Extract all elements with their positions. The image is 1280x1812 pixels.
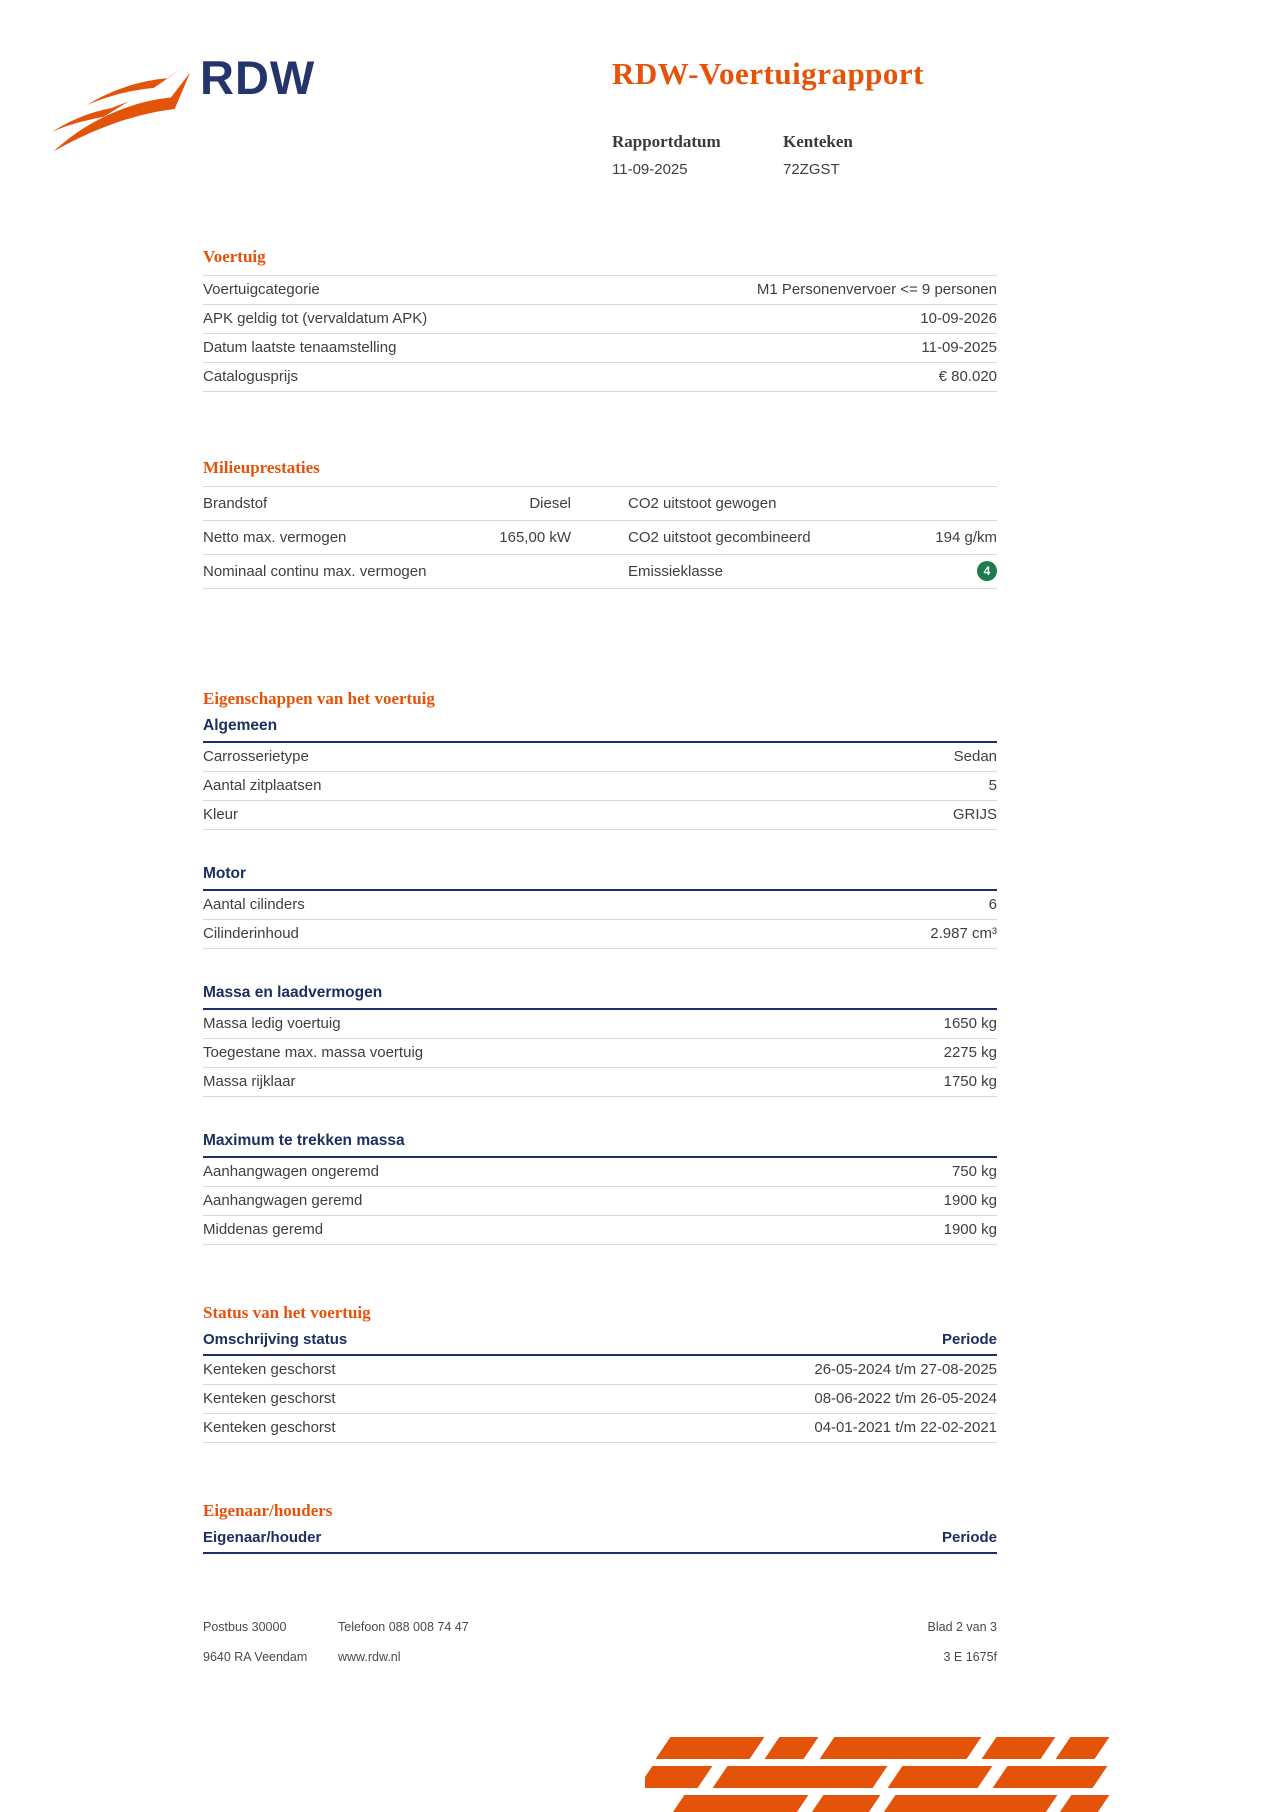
owner-header-row	[203, 1529, 997, 1554]
row-value: Sedan	[953, 748, 997, 765]
footer-line-2	[203, 1650, 997, 1664]
group-trekken-massa	[203, 1132, 997, 1245]
spec-row	[203, 1216, 997, 1245]
brand-wordmark: RDW	[200, 51, 316, 104]
row-label: Carrosserietype	[203, 748, 309, 765]
row-value: 165,00 kW	[499, 528, 571, 546]
section-title: Status van het voertuig	[203, 1303, 371, 1322]
row-value: 26-05-2024 t/m 27-08-2025	[814, 1361, 997, 1378]
stripes-row	[677, 1795, 1117, 1812]
group-table	[203, 891, 997, 949]
spec-row	[203, 1068, 997, 1097]
row-label: Kenteken geschorst	[203, 1390, 336, 1407]
footer-line-1	[203, 1620, 997, 1634]
period-col-header: Periode	[941, 1529, 997, 1546]
group-motor	[203, 865, 997, 949]
row-label: Aanhangwagen ongeremd	[203, 1163, 379, 1180]
milieu-right-cell	[628, 561, 997, 581]
row-value: 194 g/km	[935, 528, 997, 546]
report-date-block	[612, 132, 783, 178]
row-label: Massa ledig voertuig	[203, 1015, 341, 1032]
milieu-left-cell	[203, 493, 571, 513]
row-value: 2.987 cm³	[930, 925, 997, 942]
section-title: Eigenschappen van het voertuig	[203, 689, 435, 708]
row-label: Toegestane max. massa voertuig	[203, 1044, 424, 1061]
row-value: 750 kg	[951, 1163, 997, 1180]
group-title: Massa en laadvermogen	[203, 984, 997, 1010]
milieu-row	[203, 521, 997, 555]
row-value: 5	[988, 777, 997, 794]
row-label: Emissieklasse	[628, 562, 724, 580]
section-voertuig	[203, 247, 997, 392]
milieu-right-cell	[628, 527, 997, 547]
section-milieuprestaties	[203, 458, 997, 589]
group-algemeen	[203, 717, 997, 830]
row-value: 04-01-2021 t/m 22-02-2021	[814, 1419, 997, 1436]
milieu-right-cell	[628, 493, 997, 513]
footer-phone: Telefoon 088 008 74 47	[338, 1620, 469, 1634]
status-table	[203, 1356, 997, 1443]
row-value: 08-06-2022 t/m 26-05-2024	[814, 1390, 997, 1407]
plate-label: Kenteken	[783, 132, 853, 151]
report-body	[203, 247, 997, 1554]
footer-address-line2: 9640 RA Veendam	[203, 1650, 308, 1664]
group-title: Algemeen	[203, 717, 997, 743]
row-value: M1 Personenvervoer <= 9 personen	[756, 281, 997, 298]
page-title: RDW-Voertuigrapport	[612, 56, 925, 91]
milieu-table	[203, 486, 997, 589]
footer-website: www.rdw.nl	[338, 1650, 401, 1664]
row-value: 1750 kg	[943, 1073, 997, 1090]
milieu-left-cell	[203, 561, 571, 581]
spec-row	[203, 1010, 997, 1039]
row-label: Massa rijklaar	[203, 1073, 296, 1090]
row-label: Catalogusprijs	[203, 368, 299, 385]
spec-row	[203, 276, 997, 305]
spec-row	[203, 801, 997, 830]
section-title: Voertuig	[203, 247, 266, 266]
rdw-logo-icon	[48, 64, 192, 158]
row-label: Aanhangwagen geremd	[203, 1192, 363, 1209]
report-date-value: 11-09-2025	[612, 161, 688, 178]
report-date-label: Rapportdatum	[612, 132, 721, 151]
footer-page-number: Blad 2 van 3	[927, 1620, 997, 1634]
plate-value: 72ZGST	[783, 161, 840, 178]
row-label: Voertuigcategorie	[203, 281, 320, 298]
row-value: 10-09-2026	[920, 310, 997, 327]
period-col-header: Periode	[941, 1331, 997, 1348]
report-meta	[612, 132, 954, 178]
group-massa	[203, 984, 997, 1097]
status-row	[203, 1385, 997, 1414]
row-label: Cilinderinhoud	[203, 925, 299, 942]
spec-row	[203, 891, 997, 920]
spec-row	[203, 334, 997, 363]
footer-address-line1: Postbus 30000	[203, 1620, 287, 1634]
milieu-row	[203, 555, 997, 589]
row-label: CO2 uitstoot gewogen	[628, 494, 777, 512]
row-value: 1900 kg	[943, 1192, 997, 1209]
footer-doc-code: 3 E 1675f	[943, 1650, 997, 1664]
footer-stripes-graphic	[645, 1737, 1117, 1812]
row-value: € 80.020	[938, 368, 997, 385]
status-row	[203, 1356, 997, 1385]
group-table	[203, 743, 997, 830]
spec-row	[203, 920, 997, 949]
spec-row	[203, 772, 997, 801]
owner-col-header: Eigenaar/houder	[203, 1529, 322, 1546]
status-header-row	[203, 1331, 997, 1356]
group-table	[203, 1010, 997, 1097]
section-title: Milieuprestaties	[203, 458, 320, 477]
row-label: Brandstof	[203, 494, 268, 512]
row-value: 2275 kg	[943, 1044, 997, 1061]
stripes-row	[645, 1766, 1117, 1788]
row-label: Netto max. vermogen	[203, 528, 347, 546]
section-eigenschappen	[203, 689, 997, 1245]
page-footer	[203, 1620, 997, 1664]
milieu-row	[203, 487, 997, 521]
row-label: APK geldig tot (vervaldatum APK)	[203, 310, 428, 327]
spec-row	[203, 1039, 997, 1068]
section-status	[203, 1303, 997, 1443]
row-label: Datum laatste tenaamstelling	[203, 339, 397, 356]
row-value: 1900 kg	[943, 1221, 997, 1238]
group-title: Motor	[203, 865, 997, 891]
milieu-left-cell	[203, 527, 571, 547]
row-label: Kleur	[203, 806, 239, 823]
row-value: 1650 kg	[943, 1015, 997, 1032]
row-label: Middenas geremd	[203, 1221, 324, 1238]
section-title: Eigenaar/houders	[203, 1501, 333, 1520]
row-value: GRIJS	[952, 806, 997, 823]
row-label: CO2 uitstoot gecombineerd	[628, 528, 811, 546]
group-table	[203, 1158, 997, 1245]
row-value: 6	[988, 896, 997, 913]
row-label: Kenteken geschorst	[203, 1361, 336, 1378]
section-eigenaar	[203, 1501, 997, 1554]
row-value: 11-09-2025	[921, 339, 997, 356]
row-label: Aantal zitplaatsen	[203, 777, 322, 794]
emission-class-badge: 4	[977, 561, 997, 581]
spec-row	[203, 743, 997, 772]
spec-row	[203, 305, 997, 334]
spec-row	[203, 1158, 997, 1187]
stripes-row	[663, 1737, 1117, 1759]
plate-block	[783, 132, 954, 178]
row-value: Diesel	[529, 494, 571, 512]
spec-row	[203, 1187, 997, 1216]
voertuig-table	[203, 275, 997, 392]
row-label: Kenteken geschorst	[203, 1419, 336, 1436]
status-col-header: Omschrijving status	[203, 1331, 348, 1348]
group-title: Maximum te trekken massa	[203, 1132, 997, 1158]
status-row	[203, 1414, 997, 1443]
row-label: Aantal cilinders	[203, 896, 305, 913]
row-label: Nominaal continu max. vermogen	[203, 562, 427, 580]
spec-row	[203, 363, 997, 392]
